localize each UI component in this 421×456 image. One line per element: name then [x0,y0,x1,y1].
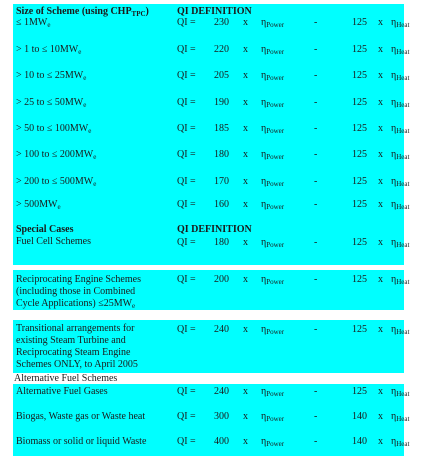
row-6-times-1: x [243,149,248,160]
recip-qi-label: QI = [177,274,196,285]
scheme-size-label: > $500MW_e$ [16,199,61,211]
row-2-coefficient-heat: 125 [352,44,367,55]
alt-1-times-2: x [378,386,383,397]
row-5-eta-heat: $\eta_{Heat}$ [391,123,410,135]
row-7-minus: - [314,176,318,187]
alt-3-coefficient-heat: 140 [352,436,367,447]
alt-1-minus: - [314,386,318,397]
row-4-coefficient-heat: 125 [352,97,367,108]
transitional-line4: Schemes ONLY, to April 2005 [16,359,138,370]
recip-minus: - [314,274,318,285]
alt-2-coefficient-heat: 140 [352,411,367,422]
row-1-coefficient-power: 230 [214,17,229,28]
recip-times-2: x [378,274,383,285]
alt-1-eta-heat: $\eta_{Heat}$ [391,386,410,398]
row-3-eta-heat: $\eta_{Heat}$ [391,70,410,82]
row-2-eta-power: $\eta_{Power}$ [261,44,285,56]
row-4-times-2: x [378,97,383,108]
row-3-qi-label: QI = [177,70,196,81]
row-8-eta-heat: $\eta_{Heat}$ [391,199,410,211]
row-7-coefficient-power: 170 [214,176,229,187]
row-1-eta-power: $\eta_{Power}$ [261,17,285,29]
transitional-line1: Transitional arrangements for [16,323,135,334]
row-8-coefficient-power: 160 [214,199,229,210]
alt-3-minus: - [314,436,318,447]
row-2-times-1: x [243,44,248,55]
recip-eta-heat: $\eta_{Heat}$ [391,274,410,286]
row-2-minus: - [314,44,318,55]
scheme-size-label: ≤ $1MW_e$ [16,17,51,29]
alt-3-eta-heat: $\eta_{Heat}$ [391,436,410,448]
row-5-minus: - [314,123,318,134]
row-2-eta-heat: $\eta_{Heat}$ [391,44,410,56]
scheme-size-label: > 25 to ≤ $50MW_e$ [16,97,87,109]
fuel-cell-minus: - [314,237,318,248]
row-8-qi-label: QI = [177,199,196,210]
row-8-coefficient-heat: 125 [352,199,367,210]
special-qi-definition: QI DEFINITION [177,224,252,235]
row-4-qi-label: QI = [177,97,196,108]
alt-2-minus: - [314,411,318,422]
transitional-coefficient-power: 240 [214,324,229,335]
row-6-minus: - [314,149,318,160]
row-6-eta-heat: $\eta_{Heat}$ [391,149,410,161]
alt-2-qi-label: QI = [177,411,196,422]
row-5-times-1: x [243,123,248,134]
row-4-coefficient-power: 190 [214,97,229,108]
row-8-times-2: x [378,199,383,210]
row-6-times-2: x [378,149,383,160]
row-7-coefficient-heat: 125 [352,176,367,187]
alternative-scheme-label: Biogas, Waste gas or Waste heat [16,411,146,422]
transitional-line3: Reciprocating Steam Engine [16,347,131,358]
scheme-size-label: > 100 to ≤ $200MW_e$ [16,149,97,161]
alt-1-times-1: x [243,386,248,397]
row-3-coefficient-heat: 125 [352,70,367,81]
recip-scheme-line3: Cycle Applications) $\le 25MW_e$ [16,298,136,310]
alt-3-times-2: x [378,436,383,447]
fuel-cell-coefficient-power: 180 [214,237,229,248]
transitional-coefficient-heat: 125 [352,324,367,335]
row-5-qi-label: QI = [177,123,196,134]
recip-coefficient-power: 200 [214,274,229,285]
row-2-times-2: x [378,44,383,55]
row-2-qi-label: QI = [177,44,196,55]
fuel-cell-eta-power: $\eta_{Power}$ [261,237,285,249]
alt-2-coefficient-power: 300 [214,411,229,422]
row-3-coefficient-power: 205 [214,70,229,81]
row-1-times-2: x [378,17,383,28]
row-5-times-2: x [378,123,383,134]
row-1-times-1: x [243,17,248,28]
row-5-coefficient-power: 185 [214,123,229,134]
scheme-size-label: > 50 to ≤ $100MW_e$ [16,123,92,135]
row-7-eta-power: $\eta_{Power}$ [261,176,285,188]
row-3-minus: - [314,70,318,81]
alt-1-qi-label: QI = [177,386,196,397]
alt-1-coefficient-power: 240 [214,386,229,397]
qi-definition-header: QI DEFINITION [177,6,252,17]
row-7-qi-label: QI = [177,176,196,187]
row-4-eta-heat: $\eta_{Heat}$ [391,97,410,109]
row-1-coefficient-heat: 125 [352,17,367,28]
fuel-cell-scheme: Fuel Cell Schemes [16,236,91,247]
alt-2-times-1: x [243,411,248,422]
alt-2-eta-power: $\eta_{Power}$ [261,411,285,423]
alt-2-eta-heat: $\eta_{Heat}$ [391,411,410,423]
row-6-eta-power: $\eta_{Power}$ [261,149,285,161]
row-8-eta-power: $\eta_{Power}$ [261,199,285,211]
row-8-times-1: x [243,199,248,210]
scheme-size-label: > 10 to ≤ $25MW_e$ [16,70,87,82]
transitional-line2: existing Steam Turbine and [16,335,126,346]
recip-scheme-line1: Reciprocating Engine Schemes [16,274,141,285]
row-4-times-1: x [243,97,248,108]
transitional-times-2: x [378,324,383,335]
transitional-times-1: x [243,324,248,335]
row-3-eta-power: $\eta_{Power}$ [261,70,285,82]
alt-1-coefficient-heat: 125 [352,386,367,397]
row-7-times-1: x [243,176,248,187]
fuel-cell-times-2: x [378,237,383,248]
recip-times-1: x [243,274,248,285]
row-5-eta-power: $\eta_{Power}$ [261,123,285,135]
size-of-scheme-header: Size of Scheme (using $CHP_{TPC}$) [16,6,149,18]
fuel-cell-coefficient-heat: 125 [352,237,367,248]
recip-scheme-line2: (including those in Combined [16,286,136,297]
row-5-coefficient-heat: 125 [352,123,367,134]
alt-2-times-2: x [378,411,383,422]
row-3-times-1: x [243,70,248,81]
scheme-size-label: > 200 to ≤ $500MW_e$ [16,176,97,188]
fuel-cell-eta-heat: $\eta_{Heat}$ [391,237,410,249]
scheme-size-label: > 1 to ≤ $10MW_e$ [16,44,82,56]
recip-eta-power: $\eta_{Power}$ [261,274,285,286]
row-6-coefficient-power: 180 [214,149,229,160]
recip-coefficient-heat: 125 [352,274,367,285]
row-8-minus: - [314,199,318,210]
row-1-eta-heat: $\eta_{Heat}$ [391,17,410,29]
row-3-times-2: x [378,70,383,81]
alternative-scheme-label: Biomass or solid or liquid Waste [16,436,147,447]
alternative-fuel-note: Alternative Fuel Schemes [14,373,118,384]
row-7-times-2: x [378,176,383,187]
row-6-coefficient-heat: 125 [352,149,367,160]
alt-3-coefficient-power: 400 [214,436,229,447]
row-6-qi-label: QI = [177,149,196,160]
alternative-scheme-label: Alternative Fuel Gases [16,386,108,397]
alt-3-eta-power: $\eta_{Power}$ [261,436,285,448]
row-4-minus: - [314,97,318,108]
transitional-qi-label: QI = [177,324,196,335]
transitional-eta-power: $\eta_{Power}$ [261,324,285,336]
fuel-cell-times-1: x [243,237,248,248]
row-7-eta-heat: $\eta_{Heat}$ [391,176,410,188]
alt-3-times-1: x [243,436,248,447]
fuel-cell-qi-label: QI = [177,237,196,248]
transitional-eta-heat: $\eta_{Heat}$ [391,324,410,336]
row-1-minus: - [314,17,318,28]
special-cases-title: Special Cases [16,224,74,235]
alt-1-eta-power: $\eta_{Power}$ [261,386,285,398]
row-2-coefficient-power: 220 [214,44,229,55]
transitional-minus: - [314,324,318,335]
row-1-qi-label: QI = [177,17,196,28]
alt-3-qi-label: QI = [177,436,196,447]
row-4-eta-power: $\eta_{Power}$ [261,97,285,109]
